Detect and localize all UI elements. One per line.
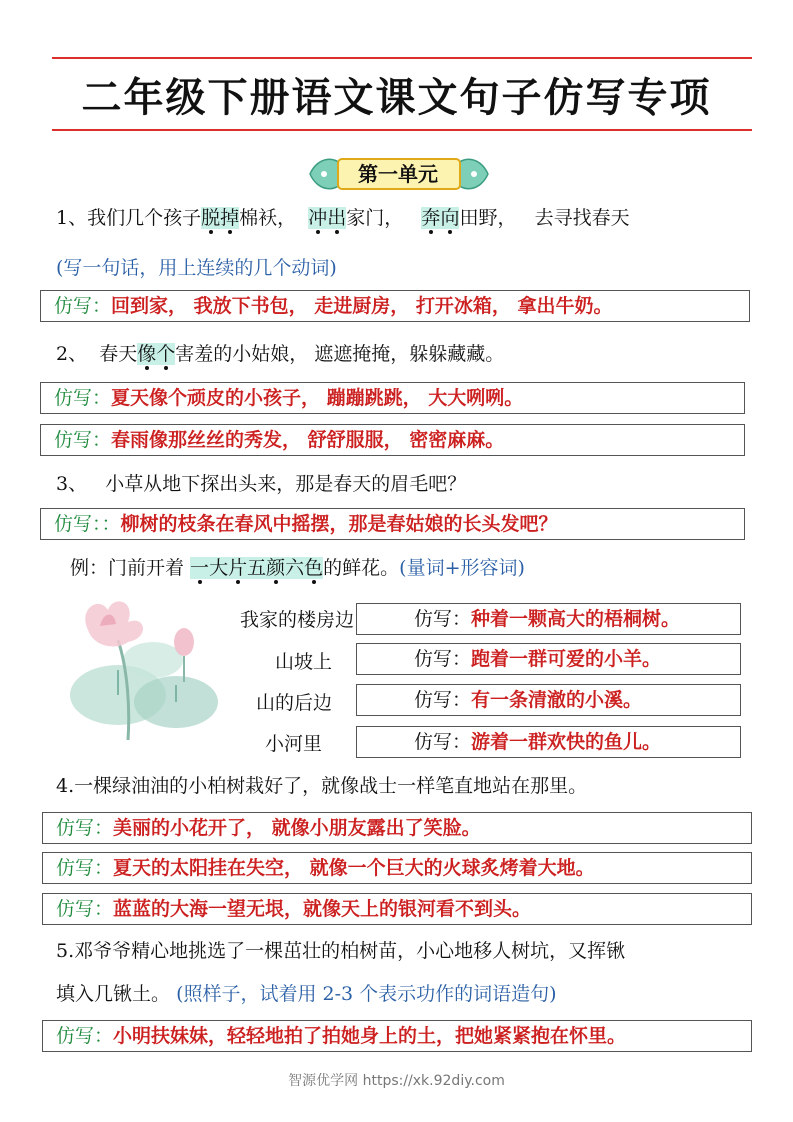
answer-4c: 仿写：蓝蓝的大海一望无垠，就像天上的银河看不到头。	[56, 898, 532, 920]
answer-4b: 仿写：夏天的太阳挂在失空， 就像一个巨大的火球炙烤着大地。	[56, 857, 595, 879]
answer-3: 仿写：：柳树的枝条在春风中摇摆，那是春姑娘的长头发吧？	[54, 513, 558, 535]
question-1-hint: (写一句话，用上连续的几个动词)	[56, 257, 337, 279]
question-4: 4.一棵绿油油的小柏树栽好了，就像战士一样笔直地站在那里。	[56, 775, 588, 797]
question-number: 2、	[56, 343, 88, 365]
place-answer-4: 仿写：游着一群欢快的鱼儿。	[414, 731, 662, 753]
unit-badge-label: 第一单元	[358, 162, 438, 186]
answer-2b: 仿写：春雨像那丝丝的秀发， 舒舒服服， 密密麻麻。	[54, 429, 505, 451]
place-label-3: 山的后边	[255, 692, 332, 714]
question-5-line-1: 5.邓爷爷精心地挑选了一棵茁壮的柏树苗，小心地移人树坑，又挥锹	[56, 940, 626, 962]
place-label-2: 山坡上	[274, 651, 332, 673]
question-5-line-2: 填入几锹土。 (照样子，试着用 2-3 个表示功作的词语造句)	[56, 983, 557, 1005]
place-label-4: 小河里	[264, 733, 322, 755]
place-answer-1: 仿写：种着一颗高大的梧桐树。	[414, 608, 681, 630]
answer-5: 仿写：小明扶妹妹，轻轻地拍了拍她身上的土，把她紧紧抱在怀里。	[56, 1025, 627, 1047]
question-1: 1、我们几个孩子脱掉棉袄， 冲出家门， 奔向田野， 去寻找春天	[56, 207, 630, 229]
bottom-rule	[52, 129, 752, 131]
answer-2a: 仿写：夏天像个顽皮的小孩子， 蹦蹦跳跳， 大大咧咧。	[54, 387, 524, 409]
place-answer-3: 仿写：有一条清澈的小溪。	[414, 689, 643, 711]
page-title: 二年级下册语文课文句子仿写专项	[81, 75, 712, 121]
answer-4a: 仿写：美丽的小花开了， 就像小朋友露出了笑脸。	[56, 817, 481, 839]
top-rule	[52, 57, 752, 59]
place-label-1: 我家的楼房边	[239, 609, 354, 631]
question-2: 2、 春天像个害羞的小姑娘， 遮遮掩掩，躲躲藏藏。	[56, 343, 505, 365]
question-number: 3、	[56, 473, 88, 495]
footer-watermark: 智源优学网 https://xk.92diy.com	[288, 1073, 505, 1089]
question-3: 3、 小草从地下探出头来，那是春天的眉毛吧？	[56, 473, 467, 495]
example-sentence: 例：门前开着 一大片五颜六色的鲜花。(量词+形容词)	[70, 557, 525, 579]
place-answer-2: 仿写：跑着一群可爱的小羊。	[414, 648, 662, 670]
question-number: 1、	[56, 207, 88, 229]
answer-1: 仿写：回到家， 我放下书包， 走进厨房， 打开冰箱， 拿出牛奶。	[54, 295, 613, 317]
